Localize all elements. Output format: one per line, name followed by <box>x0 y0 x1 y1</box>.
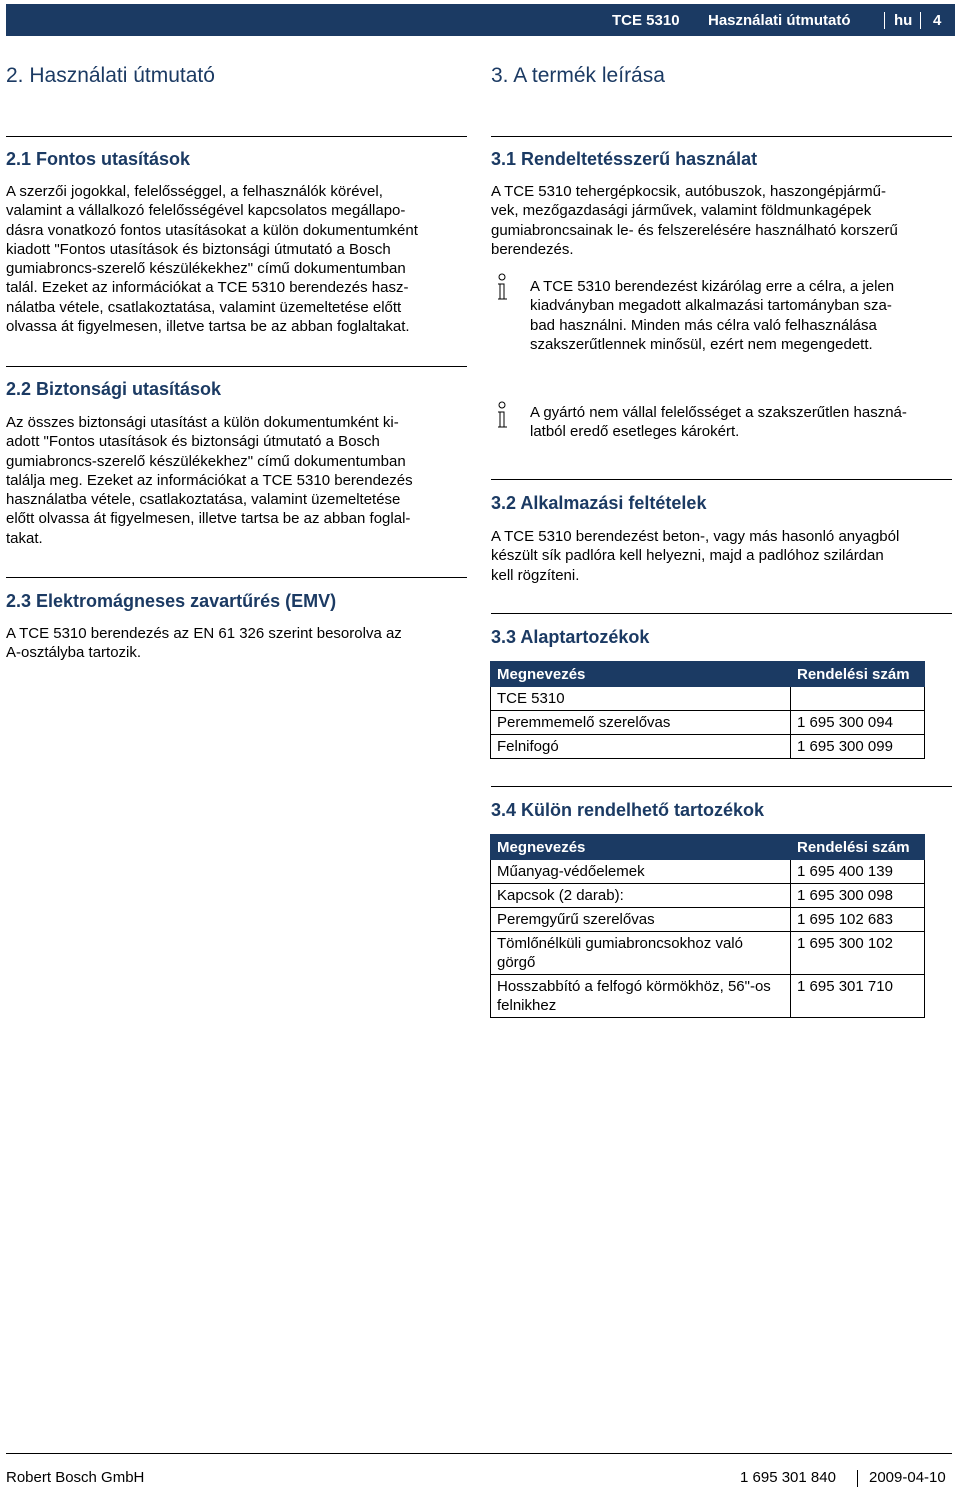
table-row <box>491 884 925 908</box>
text-line: dásra vonatkozó fontos utasításokat a külön dokumentumként <box>6 221 418 239</box>
text-line: bad használni. Minden más célra való felhasználása <box>530 316 877 334</box>
text-line: talál. Ezeket az információkat a TCE 5310 berendezés hasz- <box>6 279 409 297</box>
cell-order-number: 1 695 300 099 <box>791 735 925 759</box>
section-title-2-3: 2.3 Elektromágneses zavartűrés (EMV) <box>6 591 337 611</box>
cell-order-number: 1 695 102 683 <box>791 908 925 932</box>
cell-order-number <box>791 687 925 711</box>
standard-accessories-table <box>490 661 925 759</box>
text-line: A TCE 5310 berendezés az EN 61 326 szerint besorolva az <box>6 625 402 642</box>
text-line: kiadott "Fontos utasítások és biztonsági útmutató a Bosch <box>6 240 391 258</box>
cell-order-number: 1 695 300 094 <box>791 711 925 735</box>
text-line: gumiabroncs-szerelő készülékekhez" című dokumentumban <box>6 260 406 278</box>
cell-name: Hosszabbító a felfogó körmökhöz, 56"-os felnikhez <box>491 975 791 1018</box>
header-page-number: 4 <box>933 12 942 29</box>
text-line: takat. <box>6 529 43 547</box>
text-line: berendezés. <box>491 240 574 258</box>
section-title-2-1: 2.1 Fontos utasítások <box>6 149 191 169</box>
text-line: kiadványban megadott alkalmazási tartományban sza- <box>530 297 892 315</box>
footer-company: Robert Bosch GmbH <box>6 1469 145 1486</box>
text-line: kell rögzíteni. <box>491 566 580 584</box>
section-title-3-2: 3.2 Alkalmazási feltételek <box>491 493 707 513</box>
column-header-name: Megnevezés <box>491 662 791 687</box>
info-icon <box>493 273 511 303</box>
cell-name: Műanyag-védőelemek <box>491 860 791 884</box>
header-bar <box>6 4 955 36</box>
section-rule <box>491 136 952 137</box>
header-product: TCE 5310 <box>612 12 680 29</box>
text-line: olvassa át figyelmesen, illetve tartsa be az abban foglaltakat. <box>6 318 410 336</box>
text-line: nálatba vétele, csatlakoztatása, valamint üzemeltetése előtt <box>6 298 402 316</box>
cell-order-number: 1 695 400 139 <box>791 860 925 884</box>
column-header-name: Megnevezés <box>491 835 791 860</box>
text-line: adott "Fontos utasítások és biztonsági útmutató a Bosch <box>6 433 380 451</box>
table-row <box>491 711 925 735</box>
table-row <box>491 932 925 975</box>
cell-order-number: 1 695 300 098 <box>791 884 925 908</box>
text-line: A TCE 5310 berendezést kizárólag erre a célra, a jelen <box>530 278 895 295</box>
section-rule <box>6 366 467 367</box>
text-line: gumiabroncsainak le- és felszerelésére használható korszerű <box>491 221 898 239</box>
text-line: latból eredő esetleges károkért. <box>530 423 740 441</box>
cell-order-number: 1 695 300 102 <box>791 932 925 975</box>
text-line: szakszerűtlennek minősül, ezért nem megengedett. <box>530 335 873 353</box>
section-rule <box>6 577 467 578</box>
cell-name: TCE 5310 <box>491 687 791 711</box>
chapter-title-right: 3. A termék leírása <box>491 64 665 87</box>
section-text-2-1 <box>6 182 418 336</box>
table-header-row <box>491 835 925 860</box>
section-rule <box>6 136 467 137</box>
section-text-2-3 <box>6 624 402 663</box>
info-icon <box>493 401 511 431</box>
optional-accessories-table <box>490 834 925 1018</box>
text-line: Az összes biztonsági utasítást a külön dokumentumként ki- <box>6 414 399 431</box>
table-row <box>491 860 925 884</box>
section-title-2-2: 2.2 Biztonsági utasítások <box>6 379 222 399</box>
section-rule <box>491 613 952 614</box>
column-header-order-number: Rendelési szám <box>791 662 925 687</box>
table-row <box>491 975 925 1018</box>
note-text-intended-use <box>530 277 894 354</box>
header-separator <box>884 12 885 29</box>
text-line: gumiabroncs-szerelő készülékekhez" című dokumentumban <box>6 452 406 470</box>
cell-name: Felnifogó <box>491 735 791 759</box>
section-title-3-3: 3.3 Alaptartozékok <box>491 627 650 647</box>
cell-name: Tömlőnélküli gumiabroncsokhoz való görgő <box>491 932 791 975</box>
footer-rule <box>6 1453 952 1454</box>
section-rule <box>491 786 952 787</box>
text-line: A szerzői jogokkal, felelősséggel, a felhasználók körével, <box>6 183 383 200</box>
footer-separator <box>857 1470 858 1487</box>
text-line: készült sík padlóra kell helyezni, majd a padlóhoz szilárdan <box>491 547 884 565</box>
header-separator <box>920 12 921 29</box>
footer-doc-number: 1 695 301 840 <box>740 1469 836 1486</box>
table-row <box>491 687 925 711</box>
text-line: előtt olvassa át figyelmesen, illetve tartsa be az abban foglal- <box>6 510 411 528</box>
text-line: A-osztályba tartozik. <box>6 644 142 662</box>
chapter-title-left: 2. Használati útmutató <box>6 64 215 87</box>
cell-order-number: 1 695 301 710 <box>791 975 925 1018</box>
header-lang: hu <box>894 12 913 29</box>
section-title-3-4: 3.4 Külön rendelhető tartozékok <box>491 800 765 820</box>
text-line: vek, mezőgazdasági járművek, valamint földmunkagépek <box>491 202 872 220</box>
text-line: valamint a vállalkozó felelősségével kapcsolatos megállapo- <box>6 202 406 220</box>
text-line: A TCE 5310 tehergépkocsik, autóbuszok, haszongépjármű- <box>491 183 886 200</box>
section-text-3-1 <box>491 182 898 259</box>
table-header-row <box>491 662 925 687</box>
header-doc-title: Használati útmutató <box>708 12 851 29</box>
text-line: találja meg. Ezeket az információkat a TCE 5310 berendezés <box>6 471 413 489</box>
cell-name: Peremgyűrű szerelővas <box>491 908 791 932</box>
text-line: használatba vétele, csatlakoztatása, valamint üzemeltetése <box>6 491 401 509</box>
section-text-3-2 <box>491 527 899 585</box>
table-row <box>491 908 925 932</box>
footer-date: 2009-04-10 <box>869 1469 946 1486</box>
cell-name: Peremmemelő szerelővas <box>491 711 791 735</box>
section-text-2-2 <box>6 413 413 548</box>
note-text-liability <box>530 403 907 442</box>
section-rule <box>491 479 952 480</box>
cell-name: Kapcsok (2 darab): <box>491 884 791 908</box>
table-row <box>491 735 925 759</box>
text-line: A TCE 5310 berendezést beton-, vagy más hasonló anyagból <box>491 528 900 545</box>
section-title-3-1: 3.1 Rendeltetésszerű használat <box>491 149 758 169</box>
column-header-order-number: Rendelési szám <box>791 835 925 860</box>
text-line: A gyártó nem vállal felelősséget a szakszerűtlen haszná- <box>530 404 907 421</box>
